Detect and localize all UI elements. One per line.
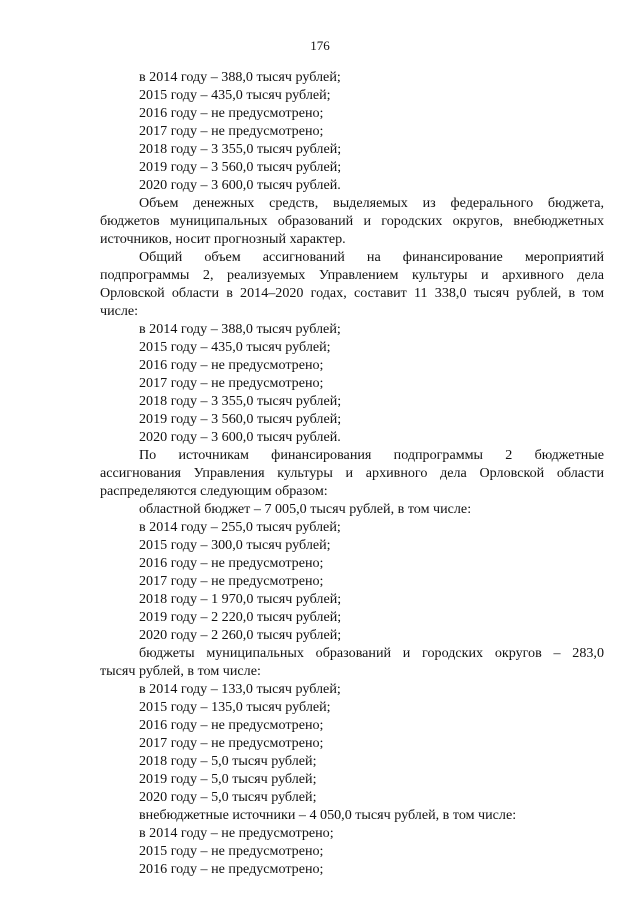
paragraph-line: Общий объем ассигнований на финансирование мероприятий xyxy=(139,249,604,265)
list-item: 2016 году – не предусмотрено; xyxy=(139,357,324,373)
paragraph-line: Объем денежных средств, выделяемых из федерального бюджета, xyxy=(139,195,604,211)
paragraph-line: бюджетов муниципальных образований и городских округов, внебюджетных xyxy=(100,213,604,229)
section-heading: бюджеты муниципальных образований и городских округов – 283,0 xyxy=(139,645,604,661)
list-item: 2019 году – 3 560,0 тысяч рублей; xyxy=(139,411,342,427)
page-number: 176 xyxy=(310,38,330,53)
paragraph-line: Орловской области в 2014–2020 годах, составит 11 338,0 тысяч рублей, в том xyxy=(100,285,604,301)
section-heading: областной бюджет – 7 005,0 тысяч рублей, в том числе: xyxy=(139,501,472,517)
funding-by-year-list-1 xyxy=(100,68,604,194)
list-item: 2019 году – 5,0 тысяч рублей; xyxy=(139,771,317,787)
list-item: 2017 году – не предусмотрено; xyxy=(139,375,324,391)
regional-budget-section xyxy=(100,500,604,644)
list-item: 2020 году – 2 260,0 тысяч рублей; xyxy=(139,627,342,643)
list-item: 2019 году – 3 560,0 тысяч рублей; xyxy=(139,159,342,175)
list-item: 2020 году – 3 600,0 тысяч рублей. xyxy=(139,177,341,193)
list-item: 2018 году – 1 970,0 тысяч рублей; xyxy=(139,591,342,607)
paragraph-line: ассигнования Управления культуры и архивного дела Орловской области xyxy=(100,465,604,481)
list-item: в 2014 году – 133,0 тысяч рублей; xyxy=(139,681,341,697)
section-heading: тысяч рублей, в том числе: xyxy=(100,663,261,679)
list-item: 2017 году – не предусмотрено; xyxy=(139,573,324,589)
funding-by-year-list-2 xyxy=(100,320,604,446)
list-item: 2015 году – 435,0 тысяч рублей; xyxy=(139,87,331,103)
list-item: 2015 году – не предусмотрено; xyxy=(139,843,324,859)
list-item: 2016 году – не предусмотрено; xyxy=(139,717,324,733)
paragraph-line: числе: xyxy=(100,303,139,319)
list-item: 2019 году – 2 220,0 тысяч рублей; xyxy=(139,609,342,625)
list-item: 2015 году – 300,0 тысяч рублей; xyxy=(139,537,331,553)
list-item: 2020 году – 5,0 тысяч рублей; xyxy=(139,789,317,805)
list-item: 2017 году – не предусмотрено; xyxy=(139,123,324,139)
extrabudgetary-section xyxy=(100,806,604,878)
list-item: в 2014 году – 255,0 тысяч рублей; xyxy=(139,519,341,535)
paragraph-total xyxy=(100,248,604,320)
paragraph-forecast xyxy=(100,194,604,248)
list-item: в 2014 году – 388,0 тысяч рублей; xyxy=(139,321,341,337)
list-item: 2020 году – 3 600,0 тысяч рублей. xyxy=(139,429,341,445)
paragraph-line: распределяются следующим образом: xyxy=(100,483,328,499)
list-item: 2016 году – не предусмотрено; xyxy=(139,105,324,121)
list-item: 2016 году – не предусмотрено; xyxy=(139,555,324,571)
list-item: 2017 году – не предусмотрено; xyxy=(139,735,324,751)
paragraph-line: подпрограммы 2, реализуемых Управлением культуры и архивного дела xyxy=(100,267,604,283)
paragraph-line: По источникам финансирования подпрограммы 2 бюджетные xyxy=(139,447,604,463)
paragraph-sources xyxy=(100,446,604,500)
list-item: в 2014 году – 388,0 тысяч рублей; xyxy=(139,69,341,85)
list-item: 2015 году – 135,0 тысяч рублей; xyxy=(139,699,331,715)
municipal-budget-section xyxy=(100,644,604,806)
list-item: 2016 году – не предусмотрено; xyxy=(139,861,324,877)
section-heading: внебюджетные источники – 4 050,0 тысяч рублей, в том числе: xyxy=(139,807,517,823)
list-item: 2018 году – 3 355,0 тысяч рублей; xyxy=(139,141,342,157)
list-item: в 2014 году – не предусмотрено; xyxy=(139,825,334,841)
paragraph-line: источников, носит прогнозный характер. xyxy=(100,231,346,247)
list-item: 2015 году – 435,0 тысяч рублей; xyxy=(139,339,331,355)
document-body xyxy=(100,68,604,878)
list-item: 2018 году – 5,0 тысяч рублей; xyxy=(139,753,317,769)
list-item: 2018 году – 3 355,0 тысяч рублей; xyxy=(139,393,342,409)
